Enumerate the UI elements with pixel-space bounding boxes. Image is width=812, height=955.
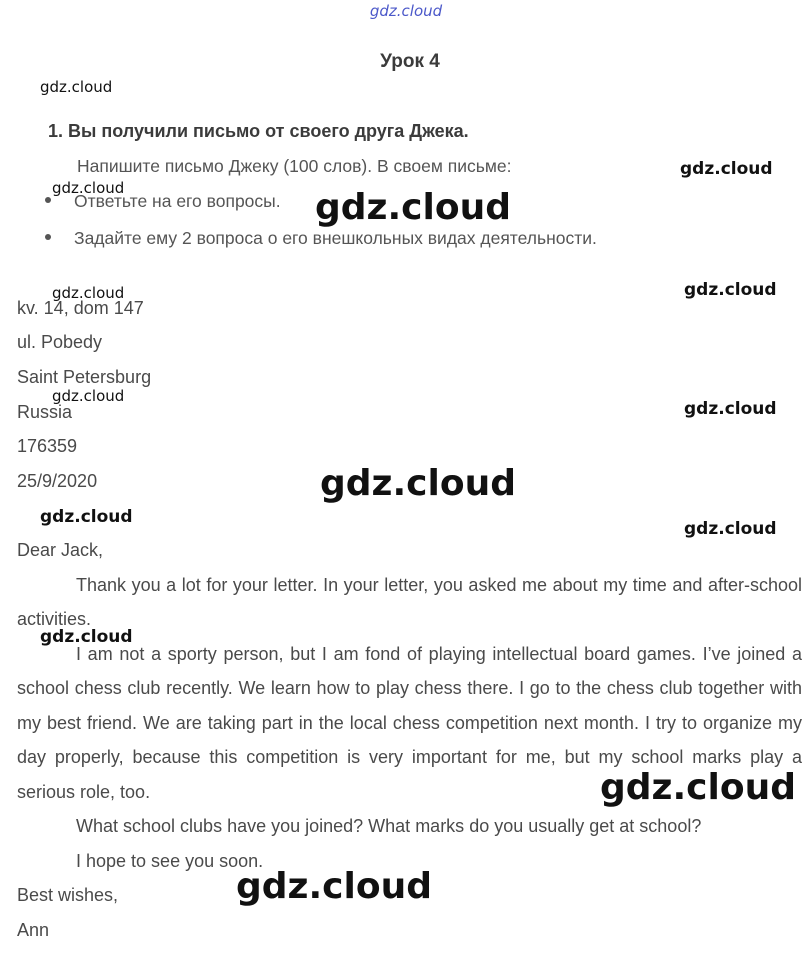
watermark-text: gdz.cloud	[52, 179, 125, 197]
letter-closing: Best wishes,	[17, 885, 119, 905]
watermark-text: gdz.cloud	[40, 627, 133, 647]
letter-paragraph: What school clubs have you joined? What marks do you usually get at school?	[76, 816, 702, 836]
address-line: kv. 14, dom 147	[17, 298, 144, 318]
address-line: Russia	[17, 402, 73, 422]
watermark-text: gdz.cloud	[684, 399, 777, 419]
address-postcode: 176359	[17, 436, 78, 456]
task-instruction: Напишите письмо Джеку (100 слов). В своем письме:	[77, 156, 512, 176]
watermark-large: gdz.cloud	[315, 187, 511, 228]
task-bullet	[45, 228, 597, 249]
top-watermark: gdz.cloud	[369, 2, 443, 20]
watermark-text: gdz.cloud	[40, 78, 113, 96]
watermark-text: gdz.cloud	[52, 284, 125, 302]
letter-paragraph: I hope to see you soon.	[76, 850, 264, 871]
address-line: ul. Pobedy	[17, 332, 103, 352]
letter-date: 25/9/2020	[17, 471, 98, 491]
watermark-text: gdz.cloud	[684, 280, 777, 300]
task-bullet-text: Задайте ему 2 вопроса о его внешкольных видах деятельности.	[74, 228, 597, 248]
watermark-text: gdz.cloud	[40, 507, 133, 527]
letter-paragraph: Thank you a lot for your letter. In your letter, you asked me about my time and after-school activities.	[17, 574, 802, 629]
bullet-dot	[45, 197, 51, 203]
bullet-dot	[45, 234, 51, 240]
task-heading: 1. Вы получили письмо от своего друга Джека.	[48, 121, 469, 141]
watermark-text: gdz.cloud	[680, 159, 773, 179]
letter-greeting: Dear Jack,	[17, 540, 104, 560]
letter-signature: Ann	[17, 919, 50, 940]
lesson-title: Урок 4	[380, 51, 440, 72]
watermark-large: gdz.cloud	[600, 767, 796, 808]
watermark-large: gdz.cloud	[320, 463, 516, 504]
address-line: Saint Petersburg	[17, 367, 152, 387]
letter-paragraph: I am not a sporty person, but I am fond of playing intellectual board games. I’ve joined a school chess club recently. We learn how to play chess there. I go to the chess club together with my best friend. We are taking part in the local chess competition next month. I try to organize my day properly, because this competition is very important for me, but my school marks play a serious role, too.	[17, 643, 802, 802]
task-bullet-text: Ответьте на его вопросы.	[74, 191, 281, 211]
watermark-text: gdz.cloud	[684, 519, 777, 539]
watermark-large: gdz.cloud	[236, 866, 432, 907]
watermark-text: gdz.cloud	[52, 387, 125, 405]
